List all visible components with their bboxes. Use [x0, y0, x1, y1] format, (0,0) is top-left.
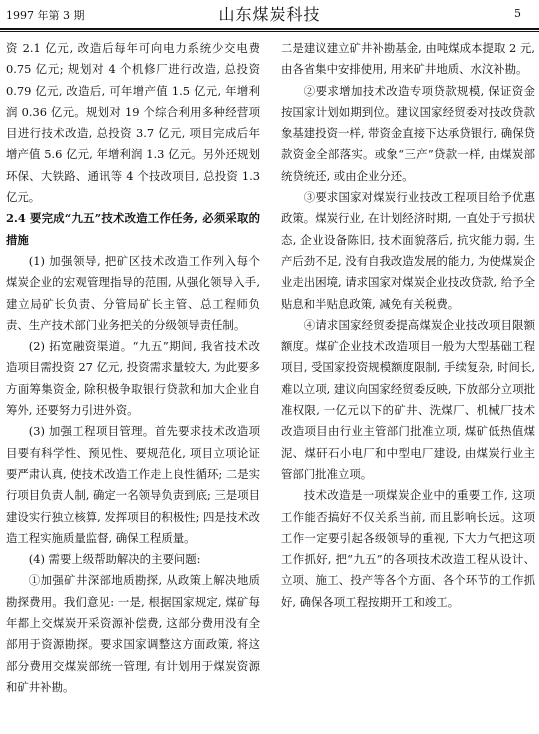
paragraph: (4) 需要上级帮助解决的主要问题:	[28, 552, 201, 567]
paragraph: 技术改造是一项煤炭企业中的重要工作, 这项工作能否搞好不仅关系当前, 而且影响长远。这项工作一定要引起各级领导的重视, 下大力气把这项工作抓好, 把“九五”的各项技术改造工程从设计、立项、施工、投产等各个方面、各个环节的工作抓好, 确保各项工程按期开工和竣工。	[281, 488, 535, 609]
paragraph: ②要求增加技术改造专项贷款规模, 保证资金按国家计划如期到位。建议国家经贸委对技改贷款象基建投资一样, 带资金直接下达承贷银行, 确保贷款资金全部落实。或象“三产”贷款一样, 由煤炭部统贷统还, 或由企业分还。	[281, 83, 535, 183]
paragraph: 二是建议建立矿井补勘基金, 由吨煤成本提取 2 元, 由各省集中安排使用, 用来矿井地质、水汶补勘。	[281, 41, 535, 77]
page-number: 5	[514, 7, 521, 20]
header-rule	[0, 28, 539, 32]
paragraph: 资 2.1 亿元, 改造后每年可向电力系统少交电费 0.75 亿元; 规划对 4 个机修厂进行改造, 总投资 0.79 亿元, 改造后, 可年增产值 1.5 亿元, 年增利润 0.36 亿元。规划对 19 个综合利用多种经营项目进行技术改造, 总投资 3.7 亿元, 项目完成后年增产值 5.6 亿元, 年增利润 1.3 亿元。另外还规划环保、大铁路、通讯等 4 个技改项目, 总投资 1.3 亿元。	[6, 41, 260, 205]
paragraph: (2) 拓宽融资渠道。“九五”期间, 我省技术改造项目需投资 27 亿元, 投资需求量较大, 为此要多方面筹集资金, 除积极争取银行贷款和加大企业自筹外, 还要努力引进外资。	[6, 339, 260, 418]
journal-title: 山东煤炭科技	[218, 5, 321, 24]
paragraph: ③要求国家对煤炭行业技改工程项目给予优惠政策。煤炭行业, 在计划经济时期, 一直处于亏损状态, 企业设备陈旧, 技术面貌落后, 抗灾能力弱, 生产后劲不足, 没有自我改造发展的能力, 为使煤炭企业走出困境, 请求国家对煤炭企业技改贷款, 给予全贴息和半贴息政策, 减免有关税费。	[281, 190, 535, 311]
paragraph: (1) 加强领导, 把矿区技术改造工作列入每个煤炭企业的宏观管理指导的范围, 从强化领导入手, 建立局矿长负责、分管局矿长主管、总工程师负责、生产技术部门业务把关的分级领导责任制。	[6, 253, 260, 332]
paragraph: ①加强矿井深部地质勘探, 从政策上解决地质勘探费用。我们意见: 一是, 根据国家规定, 煤矿每年都上交煤炭开采资源补偿费, 这部分费用没有全部用于资源勘探。要求国家调整这方面政策, 将这部分费用交煤炭部统一管理, 有计划用于煤炭资源和矿井补勘。	[6, 573, 260, 694]
section-heading: 2.4 要完成“九五”技术改造工作任务, 必须采取的措施	[6, 211, 260, 247]
page-header	[0, 0, 539, 30]
paragraph: ④请求国家经贸委提高煤炭企业技改项目限额额度。煤矿企业技术改造项目一般为大型基础工程项目, 受国家投资规模额度限制, 手续复杂, 时间长, 难以立项, 建议向国家经贸委反映, 下放部分立项批准权限, 一亿元以下的矿井、洗煤厂、机械厂技术改造项目由行业主管部门批准立项, 煤矿低热值煤泥、煤矸石小电厂和中型电厂建设, 由煤炭行业主管部门批准立项。	[281, 317, 535, 481]
paragraph: (3) 加强工程项目管理。首先要求技术改造项目要有科学性、预见性、要规范化, 项目立项论证要严肃认真, 使技术改造工作走上良性循环; 二是实行项目负责人制, 确定一名领导负责到底; 三是项目建设实行独立核算, 发挥项目的积极性; 四是技术改造工程实施质量监督, 确保工程质量。	[6, 424, 260, 545]
left-column	[6, 38, 260, 698]
issue-label: 1997 年第 3 期	[6, 9, 85, 22]
right-column	[281, 38, 535, 613]
